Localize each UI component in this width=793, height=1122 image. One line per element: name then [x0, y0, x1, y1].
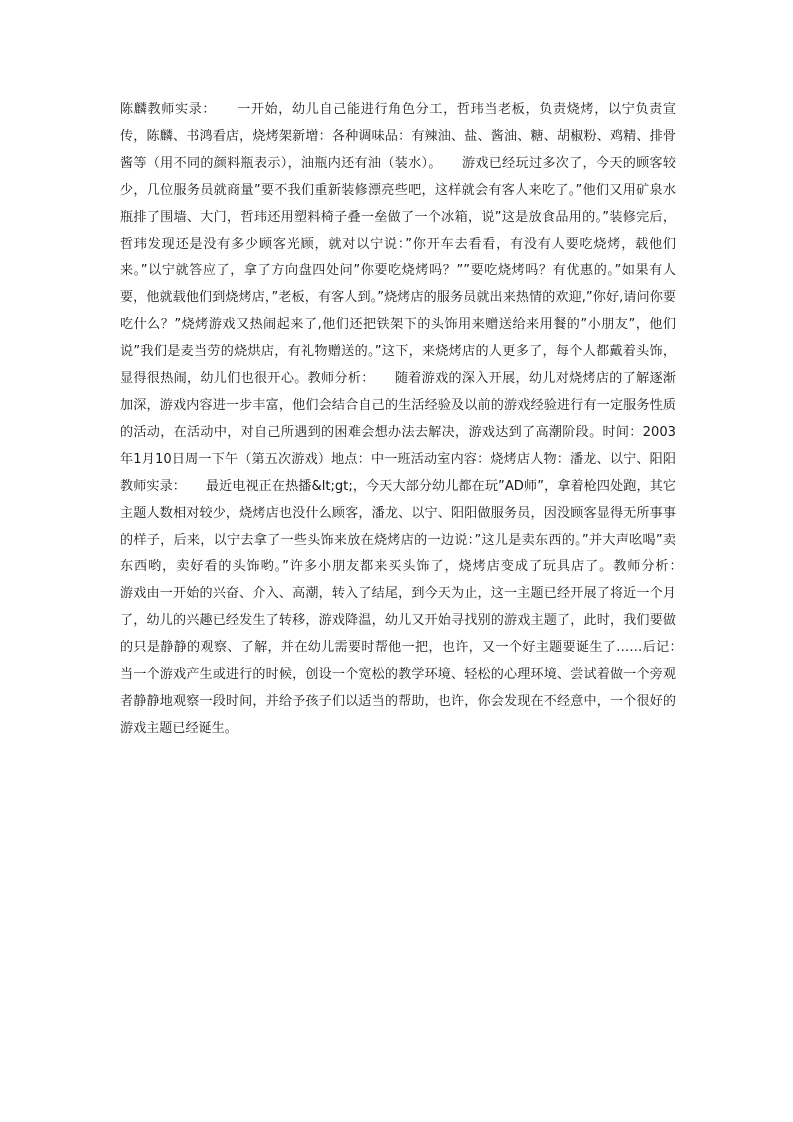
document-body-text: 陈麟教师实录： 一开始，幼儿自己能进行角色分工，哲玮当老板，负责烧烤，以宁负责宣传，陈麟、书鸿看店，烧烤架新增：各种调味品：有辣油、盐、酱油、糖、胡椒粉、鸡精、排骨酱等（用不同的颜料瓶表示），油瓶内还有油（装水）。 游戏已经玩过多次了，今天的顾客较少，几位服务员就商量”要不我们重新装修漂亮些吧，这样就会有客人来吃了。”他们又用矿泉水瓶排了围墙、大门，哲玮还用塑料椅子叠一垒做了一个冰箱，说”这是放食品用的。”装修完后，哲玮发现还是没有多少顾客光顾，就对以宁说：”你开车去看看，有没有人要吃烧烤，载他们来。”以宁就答应了，拿了方向盘四处问”你要吃烧烤吗？””要吃烧烤吗？有优惠的。”如果有人要，他就载他们到烧烤店，”老板，有客人到。”烧烤店的服务员就出来热情的欢迎,”你好,请问你要吃什么？”烧烤游戏又热闹起来了,他们还把铁架下的头饰用来赠送给来用餐的”小朋友”，他们说”我们是麦当劳的烧烘店，有礼物赠送的。”这下，来烧烤店的人更多了，每个人都戴着头饰，显得很热闹，幼儿们也很开心。教师分析： 随着游戏的深入开展，幼儿对烧烤店的了解逐渐加深，游戏内容进一步丰富，他们会结合自己的生活经验及以前的游戏经验进行有一定服务性质的活动，在活动中，对自己所遇到的困难会想办法去解决，游戏达到了高潮阶段。时间：2003年1月10日周一下午（第五次游戏）地点：中一班活动室内容：烧烤店人物：潘龙、以宁、阳阳教师实录： 最近电视正在热播&lt;gt;，今天大部分幼儿都在玩”AD师”，拿着枪四处跑，其它主题人数相对较少，烧烤店也没什么顾客，潘龙、以宁、阳阳做服务员，因没顾客显得无所事事的样子，后来，以宁去拿了一些头饰来放在烧烤店的一边说：”这儿是卖东西的。”并大声吆喝”卖东西哟，卖好看的头饰哟。”许多小朋友都来买头饰了，烧烤店变成了玩具店了。教师分析： 游戏由一开始的兴奋、介入、高潮，转入了结尾，到今天为止，这一主题已经开展了将近一个月了，幼儿的兴趣已经发生了转移，游戏降温，幼儿又开始寻找别的游戏主题了，此时，我们要做的只是静静的观察、了解，并在幼儿需要时帮他一把，也许，又一个好主题要诞生了……后记： 当一个游戏产生或进行的时候，创设一个宽松的教学环境、轻松的心理环境、尝试着做一个旁观者静静地观察一段时间，并给予孩子们以适当的帮助，也许，你会发现在不经意中，一个很好的游戏主题已经诞生。 [120, 102, 703, 736]
